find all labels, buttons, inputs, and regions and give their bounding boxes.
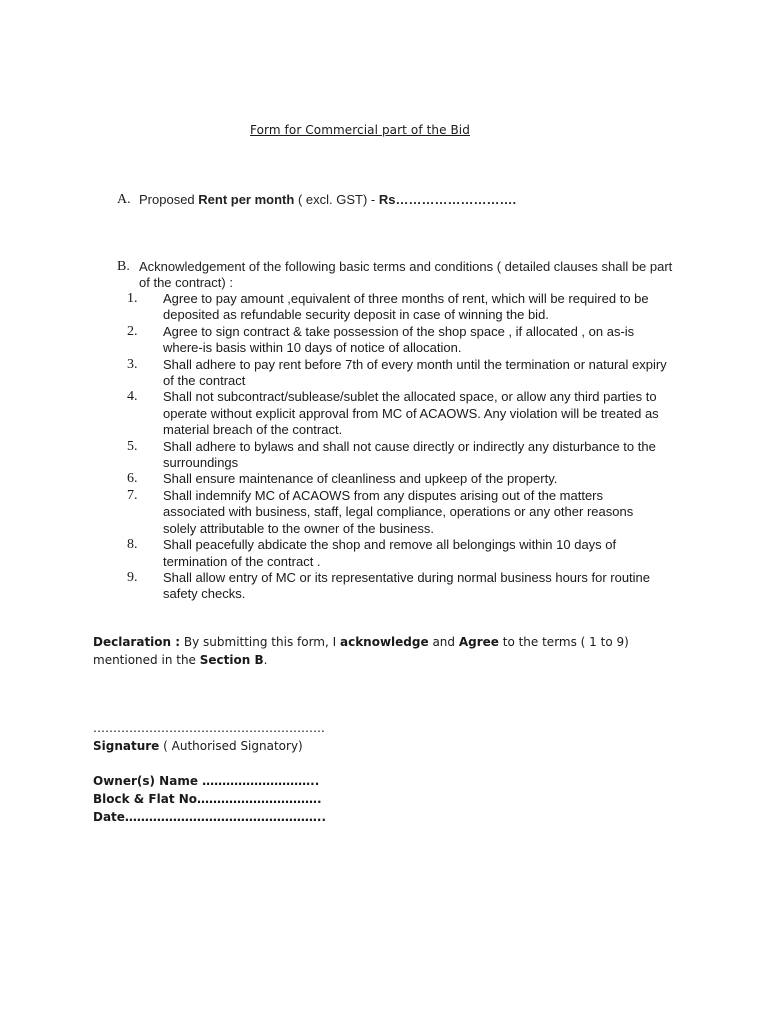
term-text: Agree to sign contract & take possession of the shop space , if allocated , on as-is where-is basis within 10 days of notice of allocation. [163,323,635,356]
signature-line: …………………………………………………. [93,721,325,735]
declaration-text-1: By submitting this form, I [180,635,340,649]
section-a-prefix: Proposed [139,192,199,207]
term-number: 9. [127,569,138,585]
term-number: 3. [127,356,138,372]
term-item [117,389,677,438]
block-flat-field: Block & Flat No…………………………. [93,792,322,806]
term-text: Shall adhere to pay rent before 7th of every month until the termination or natural expiry of the contract [163,356,667,389]
signature-label-rest: ( Authorised Signatory) [159,739,303,753]
declaration-text-3: to the terms ( 1 to 9) mentioned in the [93,635,629,667]
term-text: Agree to pay amount ,equivalent of three months of rent, which will be required to be deposited as refundable security deposit in case of winning the bid. [163,291,649,323]
term-item [117,357,677,390]
term-item [117,537,677,570]
form-title: Form for Commercial part of the Bid [250,123,470,137]
term-number: 6. [127,471,138,487]
term-text: Shall not subcontract/sublease/sublet the allocated space, or allow any third parties to operate without explicit approval from MC of ACAOWS. Any violation will be treated as material breach of the contract. [163,389,659,438]
term-text: Shall ensure maintenance of cleanliness and upkeep of the property. [163,471,558,487]
term-text: Shall adhere to bylaws and shall not cause directly or indirectly any disturbance to the surroundings [163,438,656,471]
term-item [117,291,677,324]
term-number: 1. [127,291,138,306]
declaration-label: Declaration : [93,635,181,649]
term-item [117,570,677,603]
declaration [93,633,653,669]
term-item [117,488,677,537]
declaration-text-2: and [428,635,459,649]
declaration-text-4: . [263,653,268,667]
declaration-agree: Agree [458,635,499,649]
section-a-gst-note: ( excl. GST) - [294,192,379,207]
owner-name-field: Owner(s) Name ……………………….. [93,774,320,788]
term-number: 2. [127,323,138,339]
terms-list [117,291,677,603]
signature-label [93,739,303,753]
rent-amount-blank: Rs………………………. [378,192,517,207]
declaration-section-b: Section B [199,653,264,667]
term-item [117,439,677,472]
rent-per-month-label: Rent per month [198,192,295,207]
signature-label-bold: Signature [93,739,160,753]
term-text: Shall indemnify MC of ACAOWS from any disputes arising out of the matters associated with business, staff, legal compliance, operations or any other reasons solely attributable to the owner of the business. [163,487,634,536]
term-item [117,471,677,487]
term-number: 4. [127,389,138,405]
term-text: Shall peacefully abdicate the shop and remove all belongings within 10 days of termination of the contract . [163,537,617,569]
section-a-body [139,192,679,208]
term-number: 5. [127,438,138,454]
term-item [117,324,677,357]
date-field: Date………………………………………….. [93,810,327,824]
term-text: Shall allow entry of MC or its representative during normal business hours for routine safety checks. [163,569,651,602]
section-a-letter: A. [117,192,131,207]
declaration-acknowledge: acknowledge [339,635,429,649]
section-b-intro: Acknowledgement of the following basic terms and conditions ( detailed clauses shall be part of the contract) : [139,259,673,291]
section-b-letter: B. [117,259,130,274]
term-number: 7. [127,487,138,503]
term-number: 8. [127,537,138,553]
